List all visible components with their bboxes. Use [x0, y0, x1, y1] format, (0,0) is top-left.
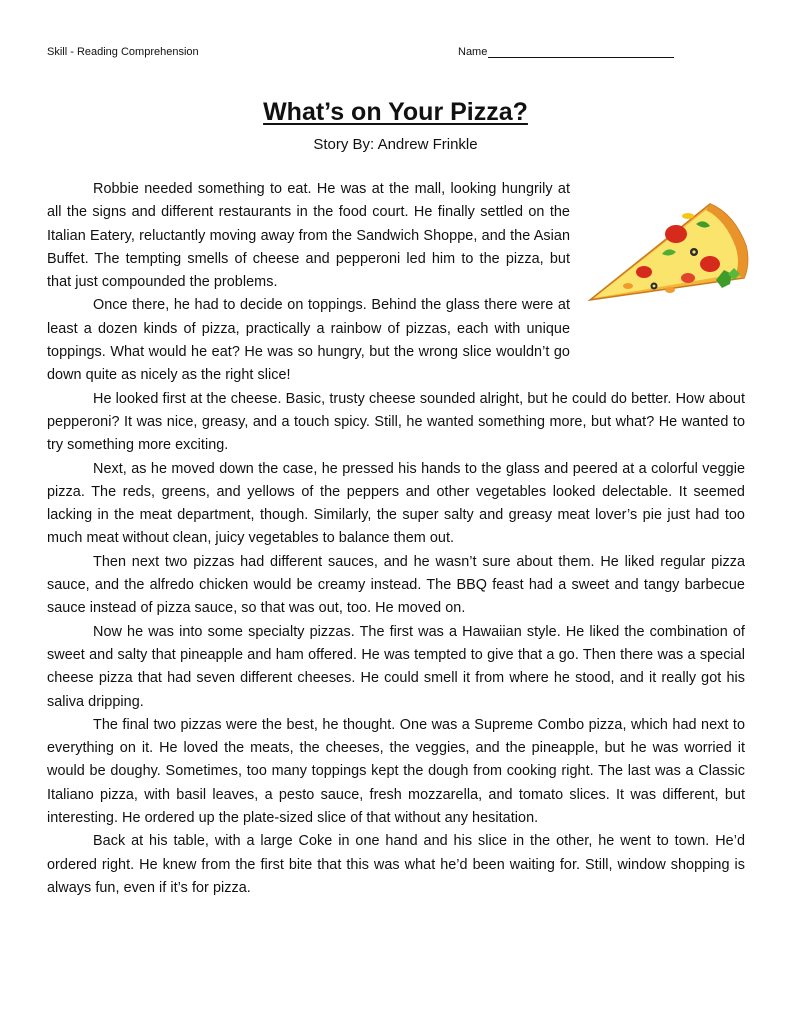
story-paragraph: Now he was into some specialty pizzas. The first was a Hawaiian style. He liked the combination of sweet and salty that pineapple and ham offered. He was tempted to give that a go. Then there was a special cheese pizza that had seven different cheeses. He could smell it from where he stood, and it really got his saliva dripping. — [47, 623, 745, 710]
story-paragraph: Next, as he moved down the case, he pressed his hands to the glass and peered at a colorful veggie pizza. The reds, greens, and yellows of the peppers and other vegetables looked delectable. It seemed lacking in the meat department, though. Similarly, the super salty and greasy meat lover’s pie just had too much meat without clean, juicy vegetables to balance them out. — [47, 460, 745, 547]
skill-label: Skill - Reading Comprehension — [47, 46, 199, 58]
story-paragraph: He looked first at the cheese. Basic, trusty cheese sounded alright, but he could do better. How about pepperoni? It was nice, greasy, and a touch spicy. Still, he wanted something more, but what? He wanted to try something more exciting. — [47, 390, 745, 454]
story-paragraph: Once there, he had to decide on toppings. Behind the glass there were at least a dozen kinds of pizza, practically a rainbow of pizzas, each with unique toppings. What would he eat? He was so hungry, but the wrong slice wouldn’t go down quite as nicely as the right slice! — [47, 297, 570, 384]
story-paragraph: The final two pizzas were the best, he thought. One was a Supreme Combo pizza, which had next to everything on it. He loved the meats, the cheeses, the veggies, and the pineapple, but he was worried it would be doughy. Sometimes, too many toppings kept the dough from cooking right. The last was a Classic Italiano pizza, with basil leaves, a pesto sauce, fresh mozzarella, and tomato slices. It was different, but interesting. He ordered up the plate-sized slice of that without any hesitation. — [47, 716, 745, 827]
story-title: What’s on Your Pizza? — [263, 98, 528, 126]
story-paragraph: Then next two pizzas had different sauces, and he wasn’t sure about them. He liked regular pizza sauce, and the alfredo chicken would be creamy instead. The BBQ feast had a sweet and tangy barbecue sauce instead of pizza sauce, so that was out, too. He moved on. — [47, 553, 745, 617]
story-paragraph: Robbie needed something to eat. He was at the mall, looking hungrily at all the signs and different restaurants in the food court. He finally settled on the Italian Eatery, reluctantly moving away from the Sandwich Shoppe, and the Asian Buffet. The tempting smells of cheese and pepperoni led him to the pizza, but that just compounded the problems. — [47, 181, 570, 291]
page-header — [47, 46, 744, 62]
name-label: Name — [458, 46, 488, 58]
story-paragraph: Back at his table, with a large Coke in one hand and his slice in the other, he went to town. He’d ordered right. He knew from the first bite that this was what he’d been waiting for. Still, window shopping is always fun, even if it’s for pizza. — [47, 833, 745, 896]
name-field — [458, 46, 674, 58]
story-byline: Story By: Andrew Frinkle — [313, 136, 478, 153]
name-blank-line — [488, 46, 674, 58]
pizza-slice-icon — [584, 194, 752, 310]
